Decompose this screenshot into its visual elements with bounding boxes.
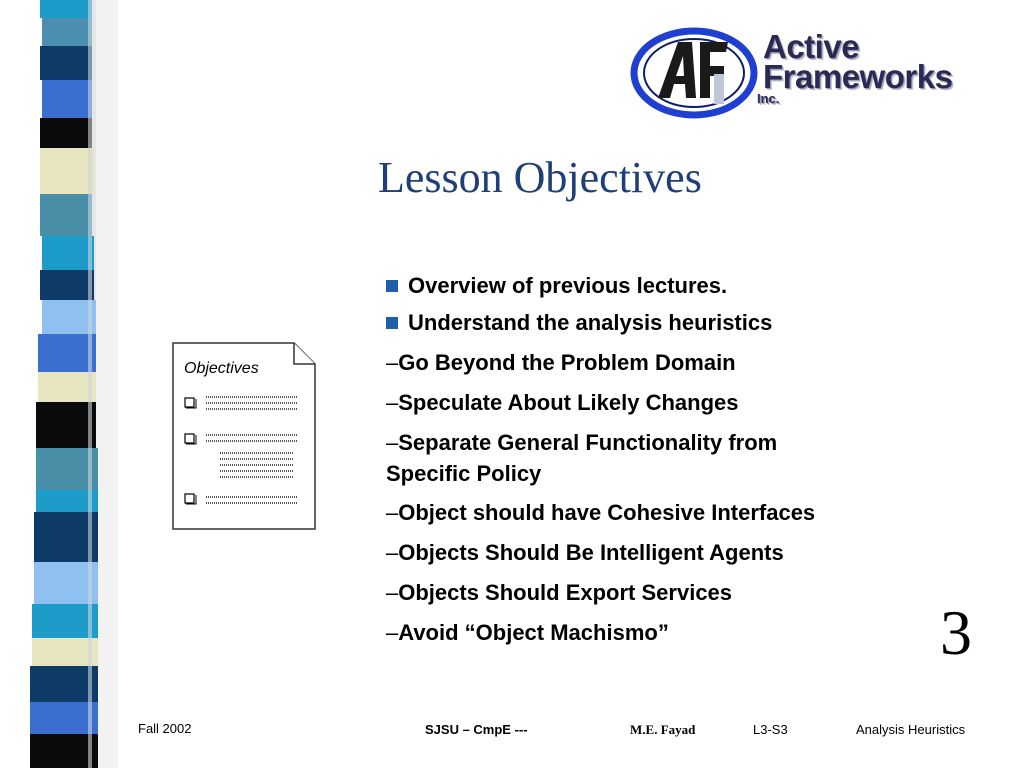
- slide-number: 3: [940, 597, 972, 668]
- sub-item: [386, 537, 906, 568]
- footer-course: SJSU – CmpE ---: [425, 722, 528, 737]
- dash-marker: –: [386, 430, 399, 455]
- dash-marker: –: [386, 580, 399, 605]
- slide-title: Lesson Objectives: [378, 153, 702, 202]
- sub-item-text: Separate General Functionality from Specific Policy: [386, 430, 778, 486]
- dash-marker: –: [386, 350, 399, 375]
- sub-item: [386, 347, 906, 378]
- logo-line-1: Active: [763, 28, 860, 65]
- logo-suffix: Inc.: [757, 91, 780, 106]
- square-bullet-icon: [386, 317, 398, 329]
- bullet-item: [386, 273, 727, 299]
- sub-item: [386, 617, 906, 648]
- dash-marker: –: [386, 390, 399, 415]
- footer-date: Fall 2002: [138, 721, 192, 736]
- decorative-left-strip: [0, 0, 118, 768]
- sub-item-text: Go Beyond the Problem Domain: [398, 350, 736, 375]
- objectives-label: Objectives: [184, 360, 259, 377]
- bullet-text: Understand the analysis heuristics: [408, 310, 773, 335]
- dash-marker: –: [386, 500, 399, 525]
- sub-item: [386, 577, 906, 608]
- sub-item-text: Avoid “Object Machismo”: [398, 620, 669, 645]
- sub-item-text: Objects Should Be Intelligent Agents: [398, 540, 784, 565]
- square-bullet-icon: [386, 280, 398, 292]
- dash-marker: –: [386, 540, 399, 565]
- footer-author: M.E. Fayad: [630, 722, 696, 737]
- sub-item: [386, 387, 906, 418]
- sub-item: [386, 427, 856, 489]
- footer-slide-code: L3-S3: [753, 722, 788, 737]
- dash-marker: –: [386, 620, 399, 645]
- sub-item-text: Object should have Cohesive Interfaces: [398, 500, 816, 525]
- logo-line-2: Frameworks: [763, 58, 953, 95]
- bullet-text: Overview of previous lectures.: [408, 273, 728, 298]
- sub-item-text: Objects Should Export Services: [398, 580, 733, 605]
- sub-item-text: Speculate About Likely Changes: [398, 390, 739, 415]
- sub-item: [386, 497, 906, 528]
- bullet-item: [386, 310, 772, 336]
- logo-wordmark: [757, 28, 953, 106]
- footer-topic: Analysis Heuristics: [856, 722, 966, 737]
